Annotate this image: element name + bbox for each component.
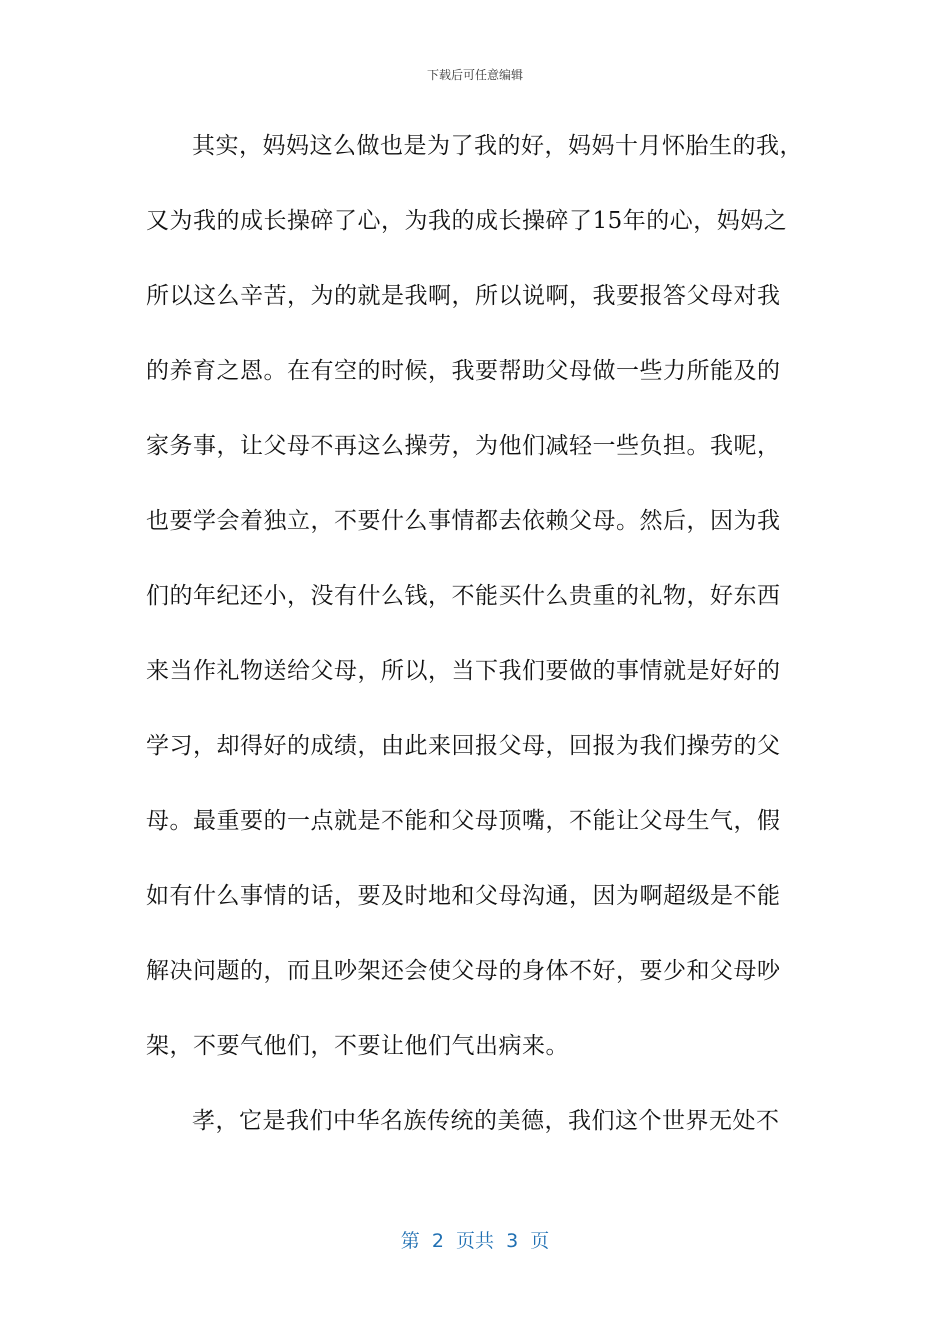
page-header: 下载后可任意编辑 bbox=[426, 68, 523, 82]
text-line: 学习，却得好的成绩，由此来回报父母，回报为我们操劳的父 bbox=[146, 733, 781, 759]
text-line: 如有什么事情的话，要及时地和父母沟通，因为啊超级是不能 bbox=[146, 883, 781, 909]
text-line: 架，不要气他们，不要让他们气出病来。 bbox=[146, 1033, 569, 1059]
page-footer: 第 2 页共 3 页 bbox=[400, 1230, 550, 1252]
document-body bbox=[146, 124, 826, 1174]
text-line: 母。最重要的一点就是不能和父母顶嘴，不能让父母生气，假 bbox=[146, 808, 781, 834]
text-line: 孝，它是我们中华名族传统的美德，我们这个世界无处不 bbox=[192, 1108, 780, 1134]
text-line: 们的年纪还小，没有什么钱，不能买什么贵重的礼物，好东西 bbox=[146, 583, 781, 609]
text-line: 的养育之恩。在有空的时候，我要帮助父母做一些力所能及的 bbox=[146, 358, 781, 384]
text-line: 解决问题的，而且吵架还会使父母的身体不好，要少和父母吵 bbox=[146, 958, 781, 984]
text-line: 也要学会着独立，不要什么事情都去依赖父母。然后，因为我 bbox=[146, 508, 781, 534]
text-line: 又为我的成长操碎了心，为我的成长操碎了15年的心，妈妈之 bbox=[146, 208, 788, 234]
text-line: 来当作礼物送给父母，所以，当下我们要做的事情就是好好的 bbox=[146, 658, 781, 684]
text-line: 所以这么辛苦，为的就是我啊，所以说啊，我要报答父母对我 bbox=[146, 283, 781, 309]
text-line: 家务事，让父母不再这么操劳，为他们减轻一些负担。我呢， bbox=[146, 433, 781, 459]
text-line: 其实，妈妈这么做也是为了我的好，妈妈十月怀胎生的我， bbox=[192, 133, 803, 159]
